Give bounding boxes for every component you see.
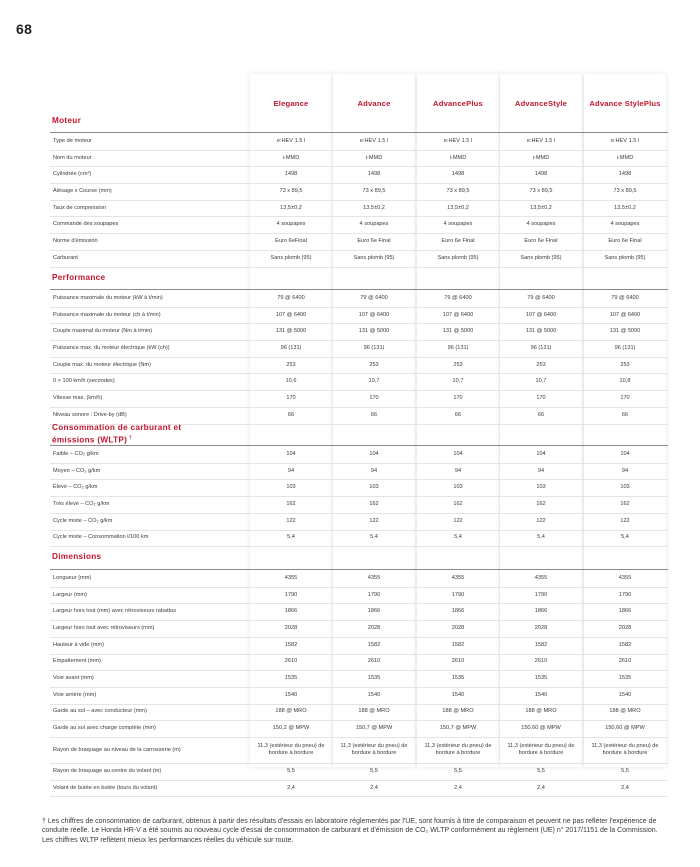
row-rule [50, 150, 668, 151]
row-label: Puissance maximale du moteur (ch à t/min) [53, 311, 161, 318]
table-cell: 162 [369, 500, 379, 507]
table-cell: 96 (131) [280, 344, 302, 351]
table-cell: 4 soupapes [276, 221, 306, 228]
row-label: Longueur (mm) [53, 574, 92, 581]
table-cell: 188 @ MRO [275, 708, 307, 715]
table-cell: Sans plomb (95) [437, 254, 479, 261]
table-cell: 150,7 @ MPW [355, 725, 393, 732]
section-title-line: Consommation de carburant et [52, 423, 182, 432]
table-cell: 5,4 [370, 534, 378, 541]
table-cell: 1535 [284, 675, 298, 682]
table-cell: 94 [537, 467, 545, 474]
table-cell: 1498 [618, 171, 632, 178]
table-cell: 94 [370, 467, 378, 474]
row-label: Garde au sol avec charge complète (mm) [53, 725, 156, 732]
table-cell: 4 soupapes [359, 221, 389, 228]
table-cell: 2,4 [287, 784, 295, 791]
table-cell: 253 [453, 361, 463, 368]
table-cell: 104 [369, 450, 379, 457]
row-rule [50, 704, 668, 705]
table-cell: 2,4 [537, 784, 545, 791]
row-label: Niveau sonore : Drive-by (dB) [53, 411, 127, 418]
row-rule [50, 479, 668, 480]
table-cell: 73 x 89,5 [362, 187, 386, 194]
table-cell: 73 x 89,5 [279, 187, 303, 194]
table-cell: 1790 [284, 591, 298, 598]
table-cell: 11,3 (extérieur du pneu) de bordure à bordure [257, 743, 325, 756]
table-cell: 1498 [534, 171, 548, 178]
table-cell: 73 x 89,5 [529, 187, 553, 194]
table-cell: 150,60 @ MPW [521, 725, 561, 732]
table-cell: 107 @ 6400 [275, 311, 307, 318]
column-header [584, 88, 666, 120]
row-rule [50, 463, 668, 464]
row-rule [50, 763, 668, 764]
section-title-line: Performance [52, 273, 106, 282]
table-cell: 2028 [451, 624, 465, 631]
row-label: Taux de compression [53, 204, 106, 211]
table-cell: 170 [286, 395, 296, 402]
table-cell: 1540 [367, 691, 381, 698]
table-cell: 10,6 [285, 378, 297, 385]
table-cell: 96 (131) [530, 344, 552, 351]
table-cell: 188 @ MRO [525, 708, 557, 715]
table-cell: 2028 [367, 624, 381, 631]
row-rule [50, 496, 668, 497]
row-label: Voie avant (mm) [53, 675, 94, 682]
table-cell: 1582 [367, 641, 381, 648]
row-label: Cylindrée (cm³) [53, 171, 92, 178]
column-header-line: Style [547, 99, 568, 108]
table-cell: 107 @ 6400 [442, 311, 474, 318]
table-cell: 1498 [367, 171, 381, 178]
table-cell: 1790 [367, 591, 381, 598]
table-cell: 13,5±0,2 [614, 204, 636, 211]
table-cell: 5,5 [621, 767, 629, 774]
table-cell: 10,7 [535, 378, 547, 385]
table-cell: 1582 [451, 641, 465, 648]
table-cell: 162 [453, 500, 463, 507]
column-header [500, 88, 582, 120]
table-cell: 131 @ 5000 [358, 328, 390, 335]
row-label: Voie arrière (mm) [53, 691, 97, 698]
table-cell: 104 [536, 450, 546, 457]
table-cell: 2610 [284, 658, 298, 665]
table-cell: 1540 [451, 691, 465, 698]
table-cell: 103 [286, 484, 296, 491]
table-cell: 1790 [451, 591, 465, 598]
row-label: Couple max. du moteur électrique (Nm) [53, 361, 151, 368]
table-cell: 122 [369, 517, 379, 524]
table-cell: i-MMD [365, 154, 383, 161]
column-header-line: Advance [514, 99, 548, 108]
table-cell: 4 soupapes [526, 221, 556, 228]
row-rule [50, 216, 668, 217]
table-cell: 188 @ MRO [442, 708, 474, 715]
table-cell: 5,4 [621, 534, 629, 541]
row-label: Vitesse max. (km/h) [53, 395, 103, 402]
table-cell: 73 x 89,5 [446, 187, 470, 194]
table-cell: 2028 [534, 624, 548, 631]
table-cell: 4355 [618, 574, 632, 581]
table-cell: 2028 [284, 624, 298, 631]
table-cell: 4355 [534, 574, 548, 581]
table-cell: 10,7 [452, 378, 464, 385]
table-cell: 131 @ 5000 [442, 328, 474, 335]
table-cell: 1535 [534, 675, 548, 682]
section-rule [50, 569, 668, 570]
table-cell: 170 [453, 395, 463, 402]
table-cell: e:HEV 1.5 l [526, 137, 556, 144]
column-header-line: Advance Style [589, 99, 644, 108]
table-cell: 104 [620, 450, 630, 457]
table-cell: 13,5±0,2 [280, 204, 302, 211]
row-label: Empattement (mm) [53, 658, 101, 665]
row-label: Alésage x Course (mm) [53, 187, 112, 194]
row-rule [50, 780, 668, 781]
row-rule [50, 620, 668, 621]
row-rule [50, 407, 668, 408]
table-cell: Euro 6eFinal [275, 238, 307, 245]
table-cell: 2610 [618, 658, 632, 665]
table-cell: 104 [286, 450, 296, 457]
table-cell: 1540 [284, 691, 298, 698]
row-rule [50, 737, 668, 738]
table-cell: 1866 [451, 608, 465, 615]
table-cell: 122 [286, 517, 296, 524]
section-title-line: Dimensions [52, 552, 102, 561]
row-label: Carburant [53, 254, 78, 261]
row-rule [50, 200, 668, 201]
table-cell: Sans plomb (95) [520, 254, 562, 261]
row-rule [50, 587, 668, 588]
column-header [333, 88, 415, 120]
table-cell: 66 [287, 411, 295, 418]
table-cell: 1535 [451, 675, 465, 682]
table-cell: 1582 [284, 641, 298, 648]
row-label: Garde au sol – avec conducteur (mm) [53, 708, 147, 715]
row-label: Rayon de braquage au centre du volant (m) [53, 767, 162, 774]
row-rule [50, 796, 668, 797]
row-label: Élevé – CO₂ g/km [53, 484, 98, 491]
table-cell: 1866 [284, 608, 298, 615]
row-rule [50, 530, 668, 531]
section-title-line: émissions (WLTP) [52, 435, 128, 445]
table-cell: 94 [454, 467, 462, 474]
table-cell: 1535 [367, 675, 381, 682]
row-rule [50, 390, 668, 391]
table-cell: 1540 [618, 691, 632, 698]
table-cell: 1535 [618, 675, 632, 682]
table-cell: 13,5±0,2 [363, 204, 385, 211]
table-cell: 131 @ 5000 [275, 328, 307, 335]
table-cell: 79 @ 6400 [527, 294, 555, 301]
table-cell: 79 @ 6400 [444, 294, 472, 301]
table-cell: 11,3 (extérieur du pneu) de bordure à bordure [424, 743, 492, 756]
column-header-line: Elegance [273, 99, 309, 108]
page-number: 68 [16, 21, 33, 37]
table-cell: 5,4 [287, 534, 295, 541]
column-header-line: Plus [466, 99, 483, 108]
table-cell: 10,7 [368, 378, 380, 385]
table-cell: 253 [620, 361, 630, 368]
table-cell: Euro 6e Final [441, 238, 475, 245]
row-label: Cycle mixte – CO₂ g/km [53, 517, 113, 524]
row-label: Nom du moteur [53, 154, 92, 161]
table-cell: i-MMD [449, 154, 467, 161]
row-rule [50, 654, 668, 655]
table-cell: 162 [286, 500, 296, 507]
table-cell: 188 @ MRO [358, 708, 390, 715]
row-label: Couple maximal du moteur (Nm à t/min) [53, 328, 153, 335]
table-cell: 2,4 [621, 784, 629, 791]
row-rule [50, 323, 668, 324]
row-label: Largeur hors tout (mm) avec rétroviseurs rabattus [53, 608, 177, 615]
column-header-line: Advance [433, 99, 467, 108]
table-cell: 122 [620, 517, 630, 524]
table-cell: Euro 6e Final [524, 238, 558, 245]
table-cell: 66 [621, 411, 629, 418]
table-cell: 2,4 [454, 784, 462, 791]
column-header [417, 88, 499, 120]
table-cell: 150,60 @ MPW [605, 725, 645, 732]
row-label: Hauteur à vide (mm) [53, 641, 104, 648]
row-rule [50, 670, 668, 671]
table-cell: 4355 [367, 574, 381, 581]
table-cell: e:HEV 1.5 l [610, 137, 640, 144]
table-cell: 2028 [618, 624, 632, 631]
table-cell: 2610 [451, 658, 465, 665]
table-cell: 79 @ 6400 [360, 294, 388, 301]
table-cell: 131 @ 5000 [525, 328, 557, 335]
row-label: Norme d'émission [53, 238, 98, 245]
table-cell: 96 (131) [363, 344, 385, 351]
table-cell: e:HEV 1.5 l [359, 137, 389, 144]
table-cell: 11,3 (extérieur du pneu) de bordure à bordure [507, 743, 575, 756]
table-cell: 1866 [534, 608, 548, 615]
table-cell: 253 [286, 361, 296, 368]
table-cell: 107 @ 6400 [358, 311, 390, 318]
table-cell: 170 [620, 395, 630, 402]
table-cell: 162 [620, 500, 630, 507]
row-label: Largeur hors tout avec rétroviseurs (mm) [53, 624, 155, 631]
table-cell: 2,4 [370, 784, 378, 791]
table-cell: 1790 [618, 591, 632, 598]
table-cell: 4 soupapes [443, 221, 473, 228]
row-rule [50, 603, 668, 604]
table-cell: i-MMD [616, 154, 634, 161]
row-rule [50, 267, 668, 268]
row-label: Très élevé – CO₂ g/km [53, 500, 110, 507]
table-cell: 2610 [367, 658, 381, 665]
table-cell: 66 [454, 411, 462, 418]
section-rule [50, 445, 668, 446]
table-cell: 122 [536, 517, 546, 524]
row-label: Largeur (mm) [53, 591, 87, 598]
column-header-line: Plus [643, 99, 661, 108]
row-label: Puissance max. du moteur électrique (kW (ch)) [53, 344, 170, 351]
section-title [52, 423, 181, 446]
table-cell: 5,5 [370, 767, 378, 774]
table-cell: 73 x 89,5 [613, 187, 637, 194]
table-cell: 103 [620, 484, 630, 491]
row-label: Moyen – CO₂ g/km [53, 467, 101, 474]
section-rule [50, 289, 668, 290]
table-cell: Sans plomb (95) [604, 254, 646, 261]
row-rule [50, 687, 668, 688]
table-cell: 11,3 (extérieur du pneu) de bordure à bordure [591, 743, 659, 756]
table-cell: 170 [369, 395, 379, 402]
table-cell: 1498 [284, 171, 298, 178]
table-cell: 66 [537, 411, 545, 418]
table-cell: 4355 [451, 574, 465, 581]
table-cell: 5,5 [537, 767, 545, 774]
table-cell: 170 [536, 395, 546, 402]
table-cell: i-MMD [282, 154, 300, 161]
row-label: Volant de butée en butée (tours du volant) [53, 784, 158, 791]
column-header-line: Advance [357, 99, 391, 108]
table-cell: 11,3 (extérieur du pneu) de bordure à bordure [340, 743, 408, 756]
table-cell: 1540 [534, 691, 548, 698]
table-cell: Euro 6e Final [608, 238, 642, 245]
table-cell: 5,4 [537, 534, 545, 541]
table-cell: 94 [621, 467, 629, 474]
table-cell: 5,5 [287, 767, 295, 774]
table-cell: 2610 [534, 658, 548, 665]
table-cell: 4 soupapes [610, 221, 640, 228]
table-cell: 96 (131) [614, 344, 636, 351]
table-cell: e:HEV 1.5 l [443, 137, 473, 144]
table-cell: 96 (131) [447, 344, 469, 351]
row-rule [50, 250, 668, 251]
table-cell: 4355 [284, 574, 298, 581]
row-rule [50, 373, 668, 374]
row-label: Type de moteur [53, 137, 92, 144]
table-cell: 1498 [451, 171, 465, 178]
row-rule [50, 233, 668, 234]
row-label: Commande des soupapes [53, 221, 119, 228]
footnote-marker: † [127, 435, 132, 441]
table-cell: 103 [453, 484, 463, 491]
table-cell: 188 @ MRO [609, 708, 641, 715]
table-cell: 253 [536, 361, 546, 368]
table-cell: 103 [536, 484, 546, 491]
table-cell: 10,8 [619, 378, 631, 385]
table-cell: Sans plomb (95) [270, 254, 312, 261]
section-title-line: Moteur [52, 116, 82, 125]
table-cell: 131 @ 5000 [609, 328, 641, 335]
row-rule [50, 166, 668, 167]
section-title [52, 552, 101, 562]
row-rule [50, 183, 668, 184]
table-cell: 13,5±0,2 [447, 204, 469, 211]
table-cell: 103 [369, 484, 379, 491]
table-cell: 79 @ 6400 [611, 294, 639, 301]
section-title [52, 273, 105, 283]
table-cell: 13,5±0,2 [530, 204, 552, 211]
table-cell: 122 [453, 517, 463, 524]
table-cell: 1866 [618, 608, 632, 615]
footnote: † Les chiffres de consommation de carburant, obtenus à partir des résultats d'essais en laboratoire réglementés par l'UE, sont fournis à titre de comparaison et peuvent ne pas refléter l'expérience de conduite réelle. Le Honda HR-V a été soumis au nouveau cycle d'essai de consommation de carburant et d'émission de CO₂ WLTP conformément au règlement (UE) n° 2017/1151 de la Commission. Les chiffres WLTP reflètent mieux les performances réelles du véhicule sur route. [42, 818, 658, 844]
table-cell: 5,4 [454, 534, 462, 541]
table-cell: 162 [536, 500, 546, 507]
row-label: Faible – CO₂ g/km [53, 450, 99, 457]
table-cell: 253 [369, 361, 379, 368]
row-label: Rayon de braquage au niveau de la carrosserie (m) [53, 746, 181, 753]
table-cell: 79 @ 6400 [277, 294, 305, 301]
table-cell: Euro 6e Final [357, 238, 391, 245]
table-cell: 66 [370, 411, 378, 418]
table-cell: 5,5 [454, 767, 462, 774]
table-cell: 1582 [534, 641, 548, 648]
row-label: Cycle mixte – Consommation l/100 km [53, 534, 149, 541]
table-cell: i-MMD [532, 154, 550, 161]
row-rule [50, 307, 668, 308]
table-cell: 1582 [618, 641, 632, 648]
row-rule [50, 637, 668, 638]
row-rule [50, 340, 668, 341]
section-title [52, 116, 81, 126]
table-cell: 150,7 @ MPW [439, 725, 477, 732]
table-cell: 1790 [534, 591, 548, 598]
column-header [250, 88, 332, 120]
row-label: Puissance maximale du moteur (kW à t/min) [53, 294, 163, 301]
table-cell: 94 [287, 467, 295, 474]
row-rule [50, 357, 668, 358]
row-rule [50, 720, 668, 721]
row-rule [50, 546, 668, 547]
table-cell: 107 @ 6400 [609, 311, 641, 318]
row-rule [50, 513, 668, 514]
row-label: 0 > 100 km/h (secondes) [53, 378, 115, 385]
section-rule [50, 132, 668, 133]
table-cell: e:HEV 1.5 l [276, 137, 306, 144]
table-cell: 1866 [367, 608, 381, 615]
table-cell: 150,2 @ MPW [272, 725, 310, 732]
table-cell: Sans plomb (95) [353, 254, 395, 261]
table-cell: 107 @ 6400 [525, 311, 557, 318]
table-cell: 104 [453, 450, 463, 457]
